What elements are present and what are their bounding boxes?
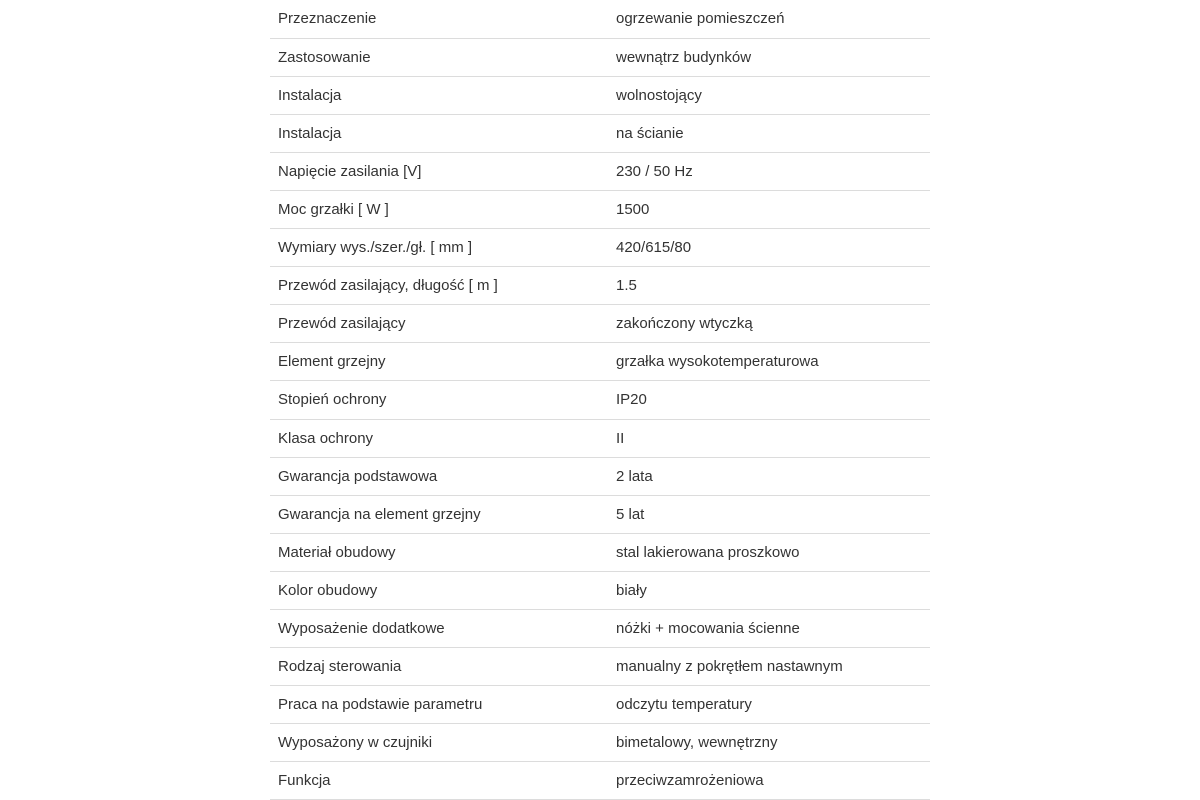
spec-label: Wyposażony w czujniki (270, 724, 608, 762)
spec-label: Praca na podstawie parametru (270, 686, 608, 724)
spec-label: Przewód zasilający (270, 305, 608, 343)
spec-value: odczytu temperatury (608, 686, 930, 724)
spec-label: Wymiary wys./szer./gł. [ mm ] (270, 229, 608, 267)
spec-value: II (608, 419, 930, 457)
spec-value: 5 lat (608, 495, 930, 533)
spec-value: 230 / 50 Hz (608, 152, 930, 190)
spec-label: Funkcja (270, 762, 608, 800)
spec-label: Wyposażenie dodatkowe (270, 610, 608, 648)
table-row (270, 648, 930, 686)
spec-label: Zastosowanie (270, 38, 608, 76)
spec-value: biały (608, 571, 930, 609)
spec-label: Przewód zasilający, długość [ m ] (270, 267, 608, 305)
spec-value: 1500 (608, 190, 930, 228)
spec-label: Napięcie zasilania [V] (270, 152, 608, 190)
spec-value: przeciwzamrożeniowa (608, 762, 930, 800)
spec-value: grzałka wysokotemperaturowa (608, 343, 930, 381)
spec-label: Stopień ochrony (270, 381, 608, 419)
table-row (270, 571, 930, 609)
spec-label: Klasa ochrony (270, 419, 608, 457)
table-row (270, 267, 930, 305)
table-row (270, 152, 930, 190)
spec-value: IP20 (608, 381, 930, 419)
spec-value: nóżki + mocowania ścienne (608, 610, 930, 648)
table-row (270, 686, 930, 724)
table-row (270, 419, 930, 457)
table-row (270, 724, 930, 762)
table-row (270, 305, 930, 343)
spec-value: wewnątrz budynków (608, 38, 930, 76)
table-row (270, 457, 930, 495)
spec-label: Materiał obudowy (270, 533, 608, 571)
table-row (270, 0, 930, 38)
spec-value: manualny z pokrętłem nastawnym (608, 648, 930, 686)
table-row (270, 610, 930, 648)
table-row (270, 38, 930, 76)
spec-value: bimetalowy, wewnętrzny (608, 724, 930, 762)
spec-label: Przeznaczenie (270, 0, 608, 38)
spec-label: Element grzejny (270, 343, 608, 381)
table-row (270, 76, 930, 114)
spec-value: wolnostojący (608, 76, 930, 114)
spec-value: 420/615/80 (608, 229, 930, 267)
spec-value: 1.5 (608, 267, 930, 305)
table-row (270, 762, 930, 800)
spec-label: Rodzaj sterowania (270, 648, 608, 686)
spec-value: 2 lata (608, 457, 930, 495)
table-row (270, 114, 930, 152)
table-row (270, 190, 930, 228)
spec-value: na ścianie (608, 114, 930, 152)
table-row (270, 495, 930, 533)
spec-value: stal lakierowana proszkowo (608, 533, 930, 571)
spec-label: Kolor obudowy (270, 571, 608, 609)
spec-table-body (270, 0, 930, 800)
spec-value: ogrzewanie pomieszczeń (608, 0, 930, 38)
spec-label: Gwarancja na element grzejny (270, 495, 608, 533)
spec-label: Gwarancja podstawowa (270, 457, 608, 495)
spec-value: zakończony wtyczką (608, 305, 930, 343)
spec-label: Instalacja (270, 76, 608, 114)
table-row (270, 533, 930, 571)
spec-label: Moc grzałki [ W ] (270, 190, 608, 228)
table-row (270, 229, 930, 267)
spec-table (270, 0, 930, 800)
table-row (270, 381, 930, 419)
spec-label: Instalacja (270, 114, 608, 152)
table-row (270, 343, 930, 381)
